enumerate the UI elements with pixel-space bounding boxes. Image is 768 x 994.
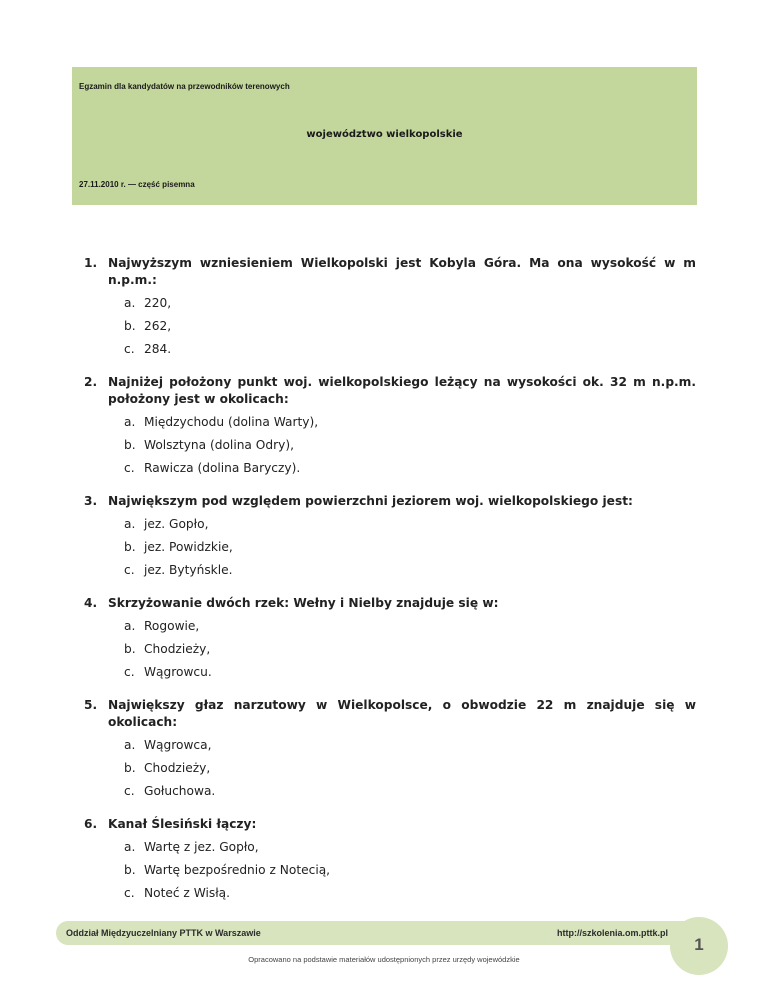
exam-header xyxy=(72,67,697,205)
answer-option xyxy=(124,341,696,364)
answer-option xyxy=(124,295,696,318)
answer-letter: b. xyxy=(124,438,136,452)
answer-option xyxy=(124,839,696,862)
answer-text: Gołuchowa. xyxy=(144,784,216,798)
exam-title: Egzamin dla kandydatów na przewodników terenowych xyxy=(79,82,290,91)
answer-letter: c. xyxy=(124,784,135,798)
answer-option xyxy=(124,783,696,806)
answer-option xyxy=(124,318,696,341)
answer-option xyxy=(124,516,696,539)
answer-text: 262, xyxy=(144,319,172,333)
footer-note: Opracowano na podstawie materiałów udostępnionych przez urzędy wojewódzkie xyxy=(248,955,520,964)
footer-url[interactable]: http://szkolenia.om.pttk.pl xyxy=(556,928,668,938)
question-number: 4. xyxy=(84,596,98,610)
answer-option xyxy=(124,437,696,460)
answer-letter: b. xyxy=(124,863,136,877)
answer-text: 220, xyxy=(144,296,172,310)
answer-option xyxy=(124,641,696,664)
answer-letter: c. xyxy=(124,886,135,900)
question-2 xyxy=(84,374,696,483)
question-5 xyxy=(84,697,696,806)
answer-list xyxy=(124,414,696,483)
answer-list xyxy=(124,516,696,585)
footer-organization: Oddział Międzyuczelniany PTTK w Warszawie xyxy=(66,928,261,938)
answer-text: Rawicza (dolina Baryczy). xyxy=(144,461,301,475)
answer-option xyxy=(124,618,696,641)
question-text: Najwyższym wzniesieniem Wielkopolski jest Kobyla Góra. Ma ona wysokość w m n.p.m.: xyxy=(108,256,696,287)
question-text: Największym pod względem powierzchni jeziorem woj. wielkopolskiego jest: xyxy=(108,494,633,508)
question-6 xyxy=(84,816,696,908)
answer-option xyxy=(124,737,696,760)
answer-text: Międzychodu (dolina Warty), xyxy=(144,415,319,429)
answer-option xyxy=(124,885,696,908)
exam-date: 27.11.2010 r. — część pisemna xyxy=(79,180,195,189)
answer-text: jez. Powidzkie, xyxy=(144,540,233,554)
answer-text: Wągrowcu. xyxy=(144,665,212,679)
answer-letter: a. xyxy=(124,296,136,310)
answer-text: Rogowie, xyxy=(144,619,200,633)
question-number: 1. xyxy=(84,256,98,270)
answer-option xyxy=(124,760,696,783)
answer-letter: b. xyxy=(124,642,136,656)
answer-list xyxy=(124,295,696,364)
question-text: Największy głaz narzutowy w Wielkopolsce, o obwodzie 22 m znajduje się w okolicach: xyxy=(108,698,696,729)
answer-text: jez. Gopło, xyxy=(144,517,209,531)
answer-text: Chodzieży, xyxy=(144,761,211,775)
answer-text: Noteć z Wisłą. xyxy=(144,886,231,900)
answer-letter: c. xyxy=(124,342,135,356)
answer-text: jez. Bytyńskle. xyxy=(144,563,233,577)
answer-text: Wolsztyna (dolina Odry), xyxy=(144,438,294,452)
answer-text: Chodzieży, xyxy=(144,642,211,656)
region-title: województwo wielkopolskie xyxy=(306,129,463,140)
answer-letter: b. xyxy=(124,540,136,554)
answer-option xyxy=(124,664,696,687)
question-number: 6. xyxy=(84,817,98,831)
answer-letter: a. xyxy=(124,517,136,531)
answer-letter: a. xyxy=(124,619,136,633)
answer-letter: a. xyxy=(124,738,136,752)
answer-letter: c. xyxy=(124,563,135,577)
answer-option xyxy=(124,414,696,437)
answer-list xyxy=(124,737,696,806)
answer-option xyxy=(124,562,696,585)
answer-text: Wartę bezpośrednio z Notecią, xyxy=(144,863,331,877)
answer-letter: b. xyxy=(124,761,136,775)
page-number: 1 xyxy=(694,935,704,954)
answer-letter: a. xyxy=(124,840,136,854)
question-1 xyxy=(84,255,696,364)
question-number: 2. xyxy=(84,375,98,389)
question-3 xyxy=(84,493,696,585)
answer-text: Wągrowca, xyxy=(144,738,212,752)
answer-option xyxy=(124,460,696,483)
answer-list xyxy=(124,618,696,687)
answer-option xyxy=(124,862,696,885)
answer-letter: c. xyxy=(124,461,135,475)
question-text: Kanał Ślesiński łączy: xyxy=(108,817,257,831)
answer-text: 284. xyxy=(144,342,172,356)
answer-letter: a. xyxy=(124,415,136,429)
answer-text: Wartę z jez. Gopło, xyxy=(144,840,259,854)
answer-list xyxy=(124,839,696,908)
question-list xyxy=(84,255,696,918)
answer-option xyxy=(124,539,696,562)
question-number: 3. xyxy=(84,494,98,508)
answer-letter: b. xyxy=(124,319,136,333)
question-number: 5. xyxy=(84,698,98,712)
question-text: Skrzyżowanie dwóch rzek: Wełny i Nielby znajduje się w: xyxy=(108,596,499,610)
answer-letter: c. xyxy=(124,665,135,679)
question-4 xyxy=(84,595,696,687)
question-text: Najniżej położony punkt woj. wielkopolskiego leżący na wysokości ok. 32 m n.p.m. położony jest w okolicach: xyxy=(108,375,696,406)
